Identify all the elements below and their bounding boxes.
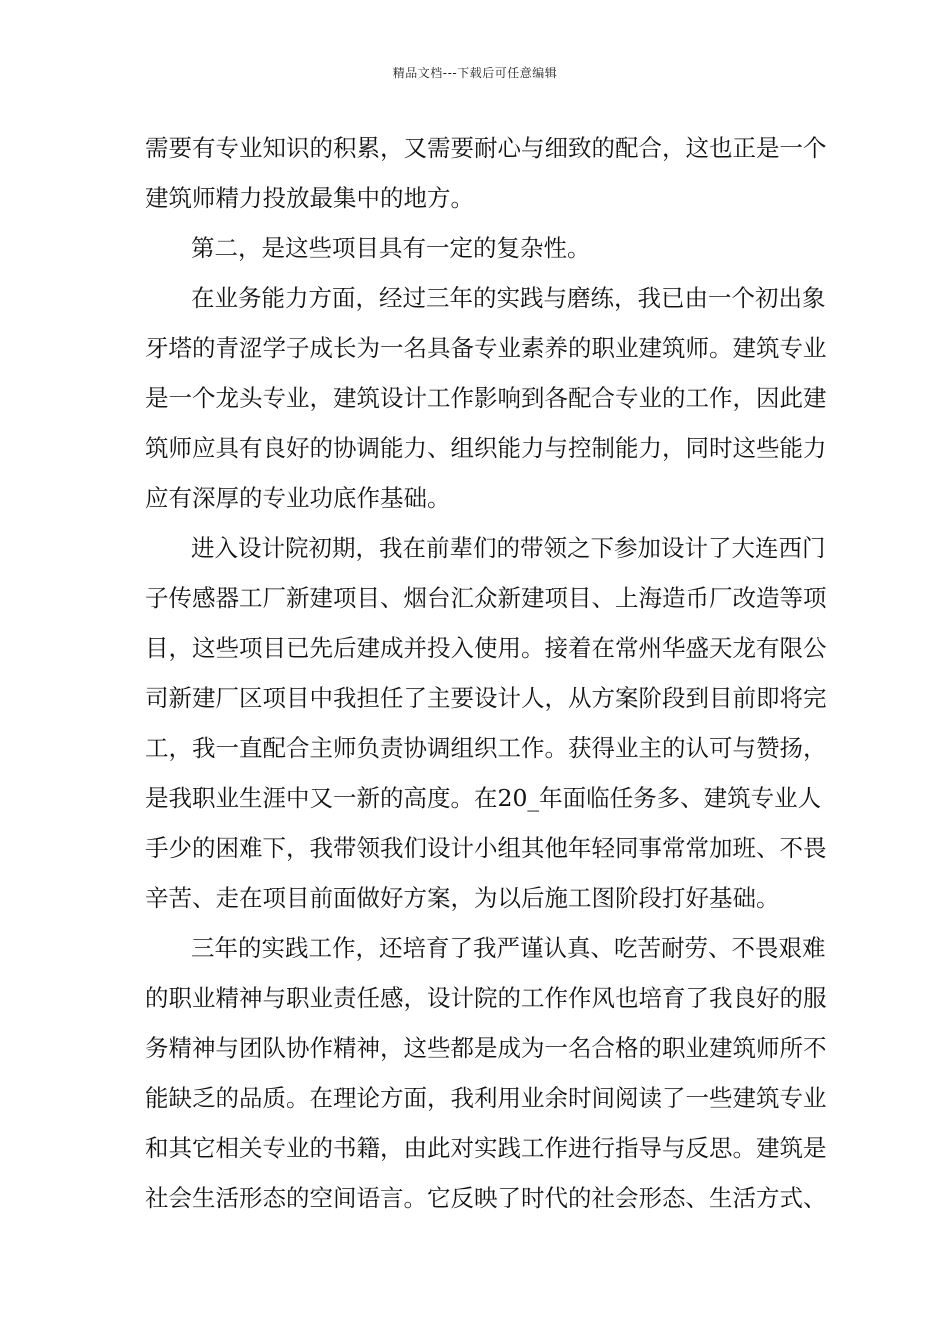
body-line: 是一个龙头专业，建筑设计工作影响到各配合专业的工作，因此建 xyxy=(145,384,827,412)
body-line: 工，我一直配合主师负责协调组织工作。获得业主的认可与赞扬， xyxy=(145,734,827,762)
body-line: 社会生活形态的空间语言。它反映了时代的社会形态、生活方式、 xyxy=(145,1184,827,1212)
body-line: 三年的实践工作，还培育了我严谨认真、吃苦耐劳、不畏艰难 xyxy=(191,934,826,962)
body-line: 第二，是这些项目具有一定的复杂性。 xyxy=(191,234,591,262)
body-line: 是我职业生涯中又一新的高度。在20_年面临任务多、建筑专业人 xyxy=(145,784,822,812)
body-line: 能缺乏的品质。在理论方面，我利用业余时间阅读了一些建筑专业 xyxy=(145,1084,827,1112)
body-line: 在业务能力方面，经过三年的实践与磨练，我已由一个初出象 xyxy=(191,284,826,312)
body-line: 的职业精神与职业责任感，设计院的工作作风也培育了我良好的服 xyxy=(145,984,827,1012)
body-line: 需要有专业知识的积累，又需要耐心与细致的配合，这也正是一个 xyxy=(145,134,827,162)
page-header: 精品文档---下载后可任意编辑 xyxy=(392,66,558,80)
body-line: 牙塔的青涩学子成长为一名具备专业素养的职业建筑师。建筑专业 xyxy=(145,334,827,362)
body-line: 目，这些项目已先后建成并投入使用。接着在常州华盛天龙有限公 xyxy=(145,634,827,662)
body-line: 建筑师精力投放最集中的地方。 xyxy=(145,184,474,212)
body-line: 和其它相关专业的书籍，由此对实践工作进行指导与反思。建筑是 xyxy=(145,1134,827,1162)
body-line: 务精神与团队协作精神，这些都是成为一名合格的职业建筑师所不 xyxy=(145,1034,827,1062)
body-line: 司新建厂区项目中我担任了主要设计人，从方案阶段到目前即将完 xyxy=(145,684,827,712)
body-line: 辛苦、走在项目前面做好方案，为以后施工图阶段打好基础。 xyxy=(145,884,780,912)
body-line: 应有深厚的专业功底作基础。 xyxy=(145,484,451,512)
body-line: 手少的困难下，我带领我们设计小组其他年轻同事常常加班、不畏 xyxy=(145,834,827,862)
body-line: 筑师应具有良好的协调能力、组织能力与控制能力，同时这些能力 xyxy=(145,434,827,462)
body-line: 进入设计院初期，我在前辈们的带领之下参加设计了大连西门 xyxy=(191,534,826,562)
body-line: 子传感器工厂新建项目、烟台汇众新建项目、上海造币厂改造等项 xyxy=(145,584,827,612)
